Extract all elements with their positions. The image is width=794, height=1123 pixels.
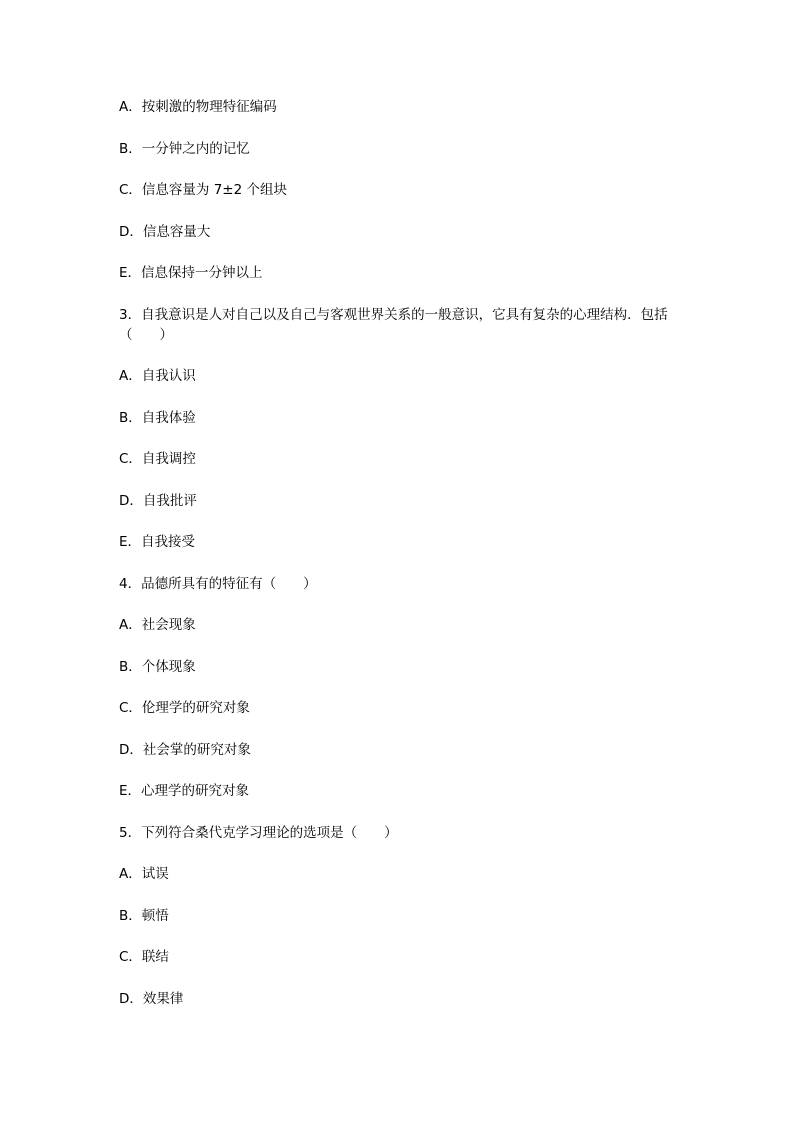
- option-c: C．联结: [119, 949, 169, 965]
- option-d: D．信息容量大: [119, 223, 211, 240]
- option-e: E．自我接受: [119, 534, 196, 550]
- option-a: A．按刺激的物理特征编码: [119, 99, 277, 115]
- question-2-options: [119, 97, 679, 283]
- option-e: E．心理学的研究对象: [119, 783, 250, 799]
- question-5-stem: 5．下列符合桑代克学习理论的选项是（ ）: [119, 824, 398, 841]
- question-4-stem: 4．品德所具有的特征有（ ）: [119, 575, 317, 592]
- option-a: A．自我认识: [119, 368, 196, 384]
- option-b: B．一分钟之内的记忆: [119, 140, 250, 157]
- option-e: E．信息保持一分钟以上: [119, 265, 263, 281]
- option-d: D．社会掌的研究对象: [119, 741, 251, 758]
- option-b: B．顿悟: [119, 907, 169, 924]
- option-b: B．自我体验: [119, 409, 196, 426]
- question-3: [119, 305, 679, 553]
- option-a: A．试误: [119, 866, 169, 882]
- question-list: [119, 97, 679, 1030]
- option-c: C．自我调控: [119, 451, 196, 467]
- option-c: C．信息容量为 7±2 个组块: [119, 182, 287, 198]
- question-3-stem: 3．自我意识是人对自己以及自己与客观世界关系的一般意识，它具有复杂的心理结构．包括（ ）: [119, 306, 668, 343]
- option-d: D．自我批评: [119, 492, 197, 509]
- option-c: C．伦理学的研究对象: [119, 700, 250, 716]
- option-d: D．效果律: [119, 990, 184, 1007]
- question-5: [119, 823, 679, 1009]
- question-4: [119, 574, 679, 802]
- option-b: B．个体现象: [119, 658, 196, 675]
- option-a: A．社会现象: [119, 617, 196, 633]
